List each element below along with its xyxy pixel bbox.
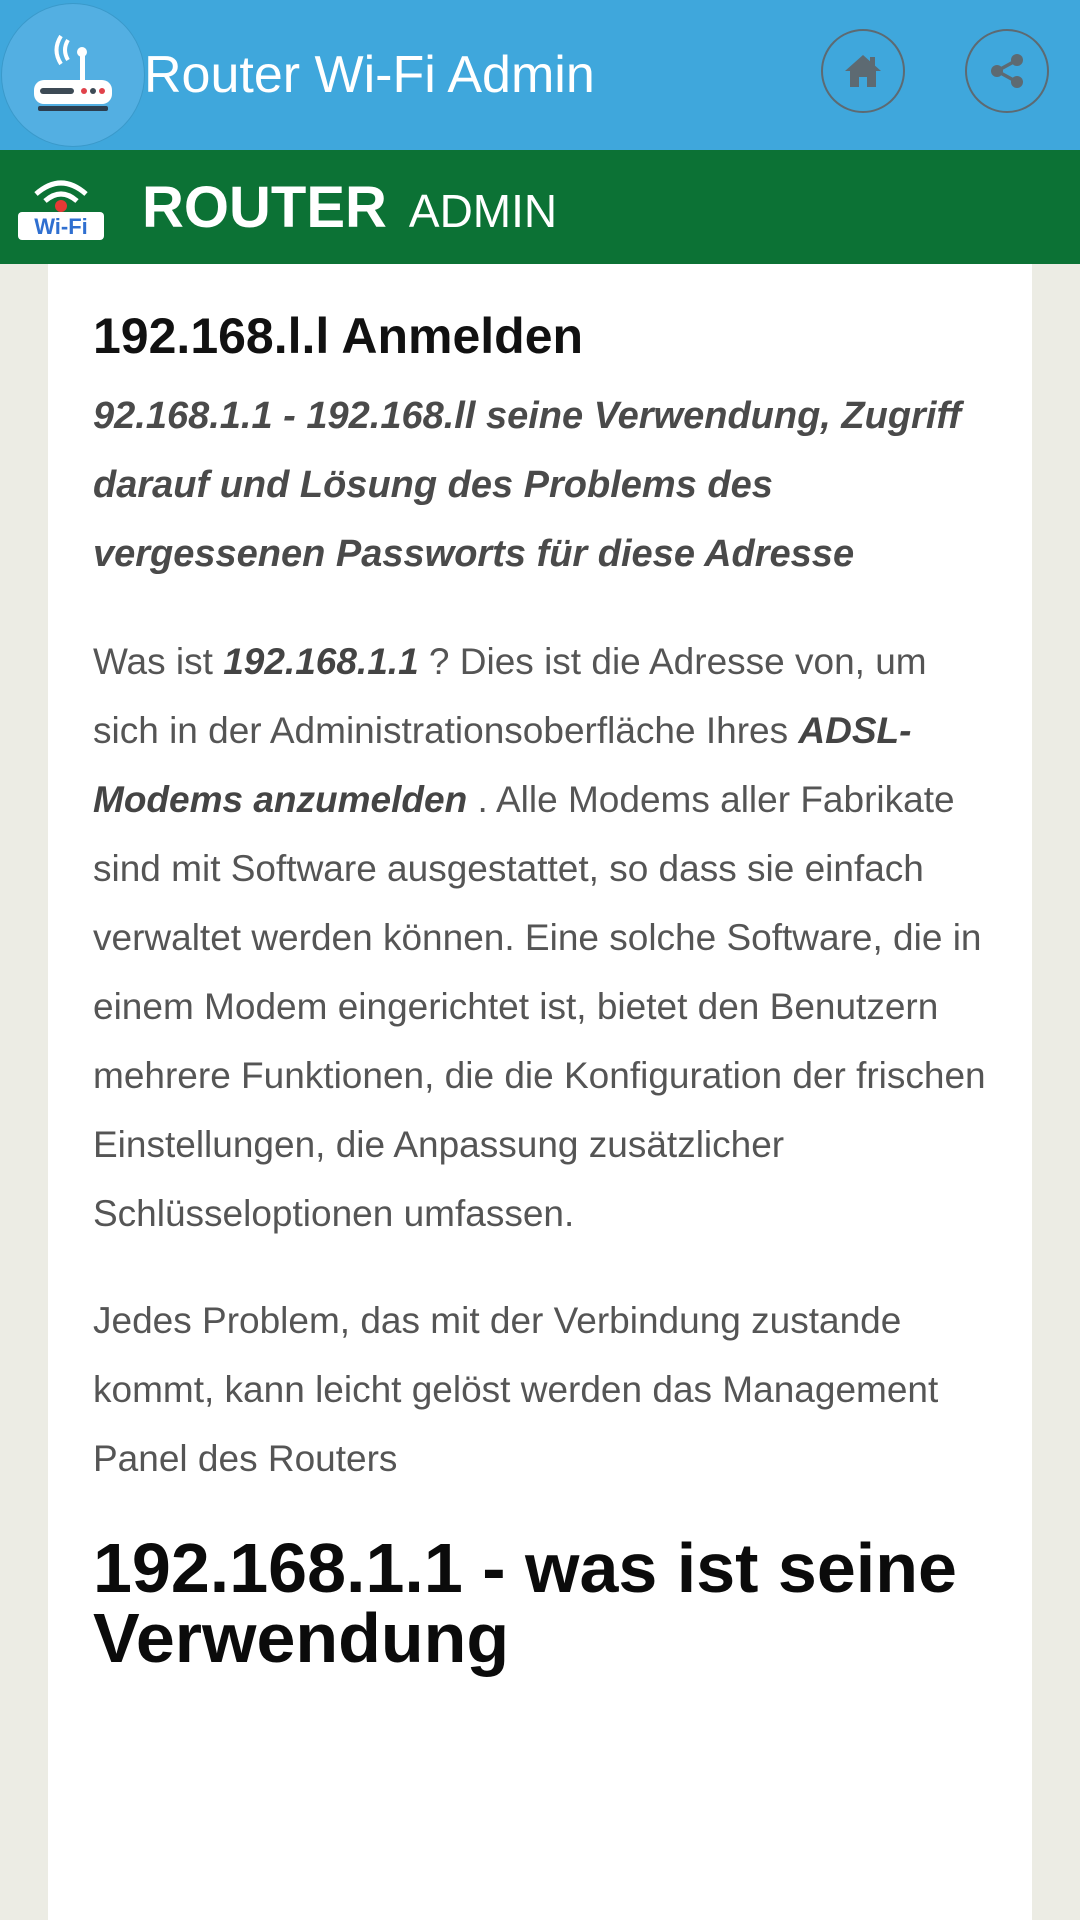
wifi-logo-icon [16, 174, 106, 242]
article-paragraph-2: Jedes Problem, das mit der Verbindung zustande kommt, kann leicht gelöst werden das Management Panel des Routers [93, 1300, 939, 1479]
app-title: Router Wi-Fi Admin [144, 46, 595, 104]
adsl-modem-emphasis: ADSL-Modems anzumelden [93, 710, 912, 820]
svg-text:Wi-Fi: Wi-Fi [34, 214, 88, 239]
banner-title-light: ADMIN [408, 185, 558, 237]
home-button[interactable] [821, 29, 905, 113]
router-admin-banner [0, 150, 1080, 264]
share-button[interactable] [965, 29, 1049, 113]
app-bar [0, 0, 1080, 150]
article-paragraph-1: Was ist 192.168.1.1 ? Dies ist die Adresse von, um sich in der Administrationsoberfläche Ihres ADSL-Modems anzumelden . Alle Modems aller Fabrikate sind mit Software ausgestattet, so dass sie einfach verwaltet werden können. Eine solche Software, die in einem Modem eingerichtet ist, bietet den Benutzern mehrere Funktionen, die die Konfiguration der frischen Einstellungen, die Anpassung zusätzlicher Schlüsseloptionen umfassen. [93, 641, 986, 1234]
router-icon [28, 30, 118, 120]
article-subtitle: 92.168.1.1 - 192.168.ll seine Verwendung, Zugriff darauf und Lösung des Problems des vergessenen Passworts für diese Adresse [93, 395, 962, 575]
article-heading: 192.168.l.l Anmelden [93, 308, 584, 364]
article-content [93, 296, 993, 1677]
share-icon [987, 51, 1027, 91]
banner-title [142, 175, 557, 256]
section-heading: 192.168.1.1 - was ist seine Verwendung [93, 1529, 957, 1677]
app-logo[interactable] [2, 4, 144, 146]
banner-title-strong: ROUTER [142, 175, 387, 240]
home-icon [843, 51, 883, 91]
ip-address-emphasis: 192.168.1.1 [223, 641, 419, 682]
